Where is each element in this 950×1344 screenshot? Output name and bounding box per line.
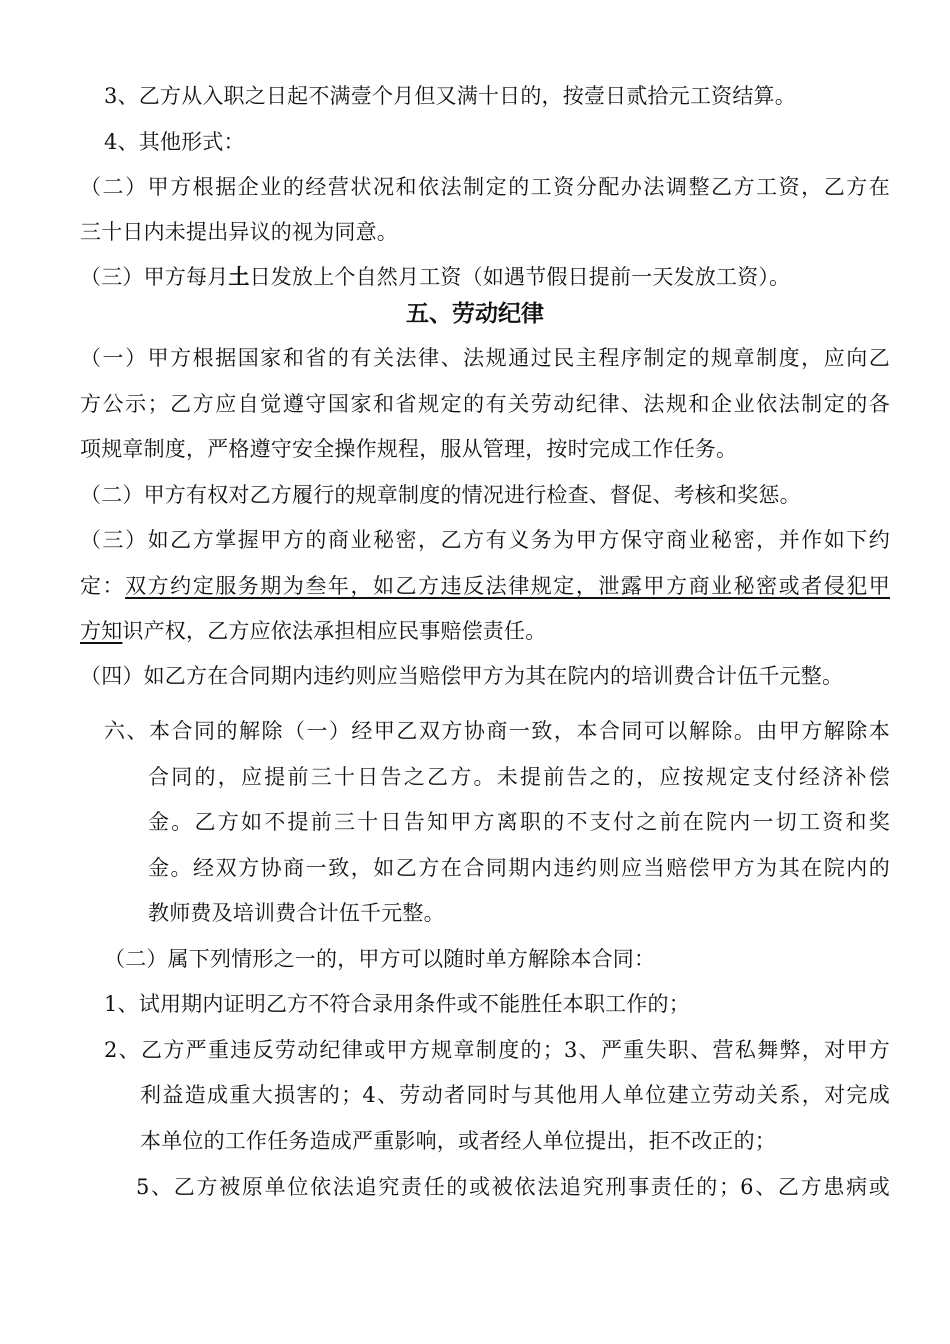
termination-line-3: 金。乙方如不提前三十日告知甲方离职的不支付之前在院内一切工资和奖 xyxy=(148,810,890,834)
payday-clause xyxy=(80,262,790,292)
termination-cases-line-2: 利益造成重大损害的；4、劳动者同时与其他用人单位建立劳动关系，对完成 xyxy=(140,1083,890,1107)
unilateral-termination-intro: （二）属下列情形之一的，甲方可以随时单方解除本合同： xyxy=(104,947,656,971)
payday-clause-end: 日发放上个自然月工资（如遇节假日提前一天发放工资）。 xyxy=(249,265,791,289)
discipline-3-line-1: （三）如乙方掌握甲方的商业秘密，乙方有义务为甲方保守商业秘密，并作如下约 xyxy=(80,528,890,552)
ip-underlined: 方知 xyxy=(80,619,123,643)
termination-cases-line-3: 本单位的工作任务造成严重影响，或者经人单位提出，拒不改正的； xyxy=(140,1129,776,1153)
termination-line-4: 金。经双方协商一致，如乙方在合同期内违约则应当赔偿甲方为其在院内的 xyxy=(148,856,890,880)
discipline-3-line-3 xyxy=(80,616,546,646)
salary-adjust-line-2: 三十日内未提出异议的视为同意。 xyxy=(80,220,398,244)
service-term-underlined: 双方约定服务期为叁年，如乙方违反法律规定，泄露甲方商业秘密或者侵犯甲 xyxy=(125,574,890,598)
termination-line-5: 教师费及培训费合计伍千元整。 xyxy=(148,901,445,925)
salary-clause-4: 4、其他形式： xyxy=(104,130,245,154)
termination-line-2: 合同的，应提前三十日告之乙方。未提前告之的，应按规定支付经济补偿 xyxy=(148,765,890,789)
discipline-1-line-2: 方公示；乙方应自觉遵守国家和省规定的有关劳动纪律、法规和企业依法制定的各 xyxy=(80,392,890,416)
payday-day: 土 xyxy=(228,265,250,289)
termination-line-1: 六、本合同的解除（一）经甲乙双方协商一致，本合同可以解除。由甲方解除本 xyxy=(104,719,890,743)
termination-cases-line-1: 2、乙方严重违反劳动纪律或甲方规章制度的；3、严重失职、营私舞弊，对甲方 xyxy=(104,1038,890,1062)
discipline-3-prefix: 定： xyxy=(80,574,126,598)
termination-cases-line-4: 5、乙方被原单位依法追究责任的或被依法追究刑事责任的；6、乙方患病或 xyxy=(136,1175,890,1199)
discipline-4: （四）如乙方在合同期内违约则应当赔偿甲方为其在院内的培训费合计伍千元整。 xyxy=(80,664,844,688)
salary-clause-3: 3、乙方从入职之日起不满壹个月但又满十日的，按壹日贰拾元工资结算。 xyxy=(104,84,796,108)
termination-case-1: 1、试用期内证明乙方不符合录用条件或不能胜任本职工作的； xyxy=(104,992,690,1016)
ip-remainder: 识产权，乙方应依法承担相应民事赔偿责任。 xyxy=(122,619,547,643)
section-heading-labor-discipline: 五、劳动纪律 xyxy=(406,301,544,327)
discipline-2: （二）甲方有权对乙方履行的规章制度的情况进行检查、督促、考核和奖惩。 xyxy=(80,483,801,507)
discipline-1-line-1: （一）甲方根据国家和省的有关法律、法规通过民主程序制定的规章制度，应向乙 xyxy=(80,346,890,370)
salary-adjust-line-1: （二）甲方根据企业的经营状况和依法制定的工资分配办法调整乙方工资，乙方在 xyxy=(80,175,890,199)
discipline-3-line-2 xyxy=(80,571,890,601)
payday-clause-start: （三）甲方每月 xyxy=(80,265,229,289)
discipline-1-line-3: 项规章制度，严格遵守安全操作规程，服从管理，按时完成工作任务。 xyxy=(80,437,738,461)
